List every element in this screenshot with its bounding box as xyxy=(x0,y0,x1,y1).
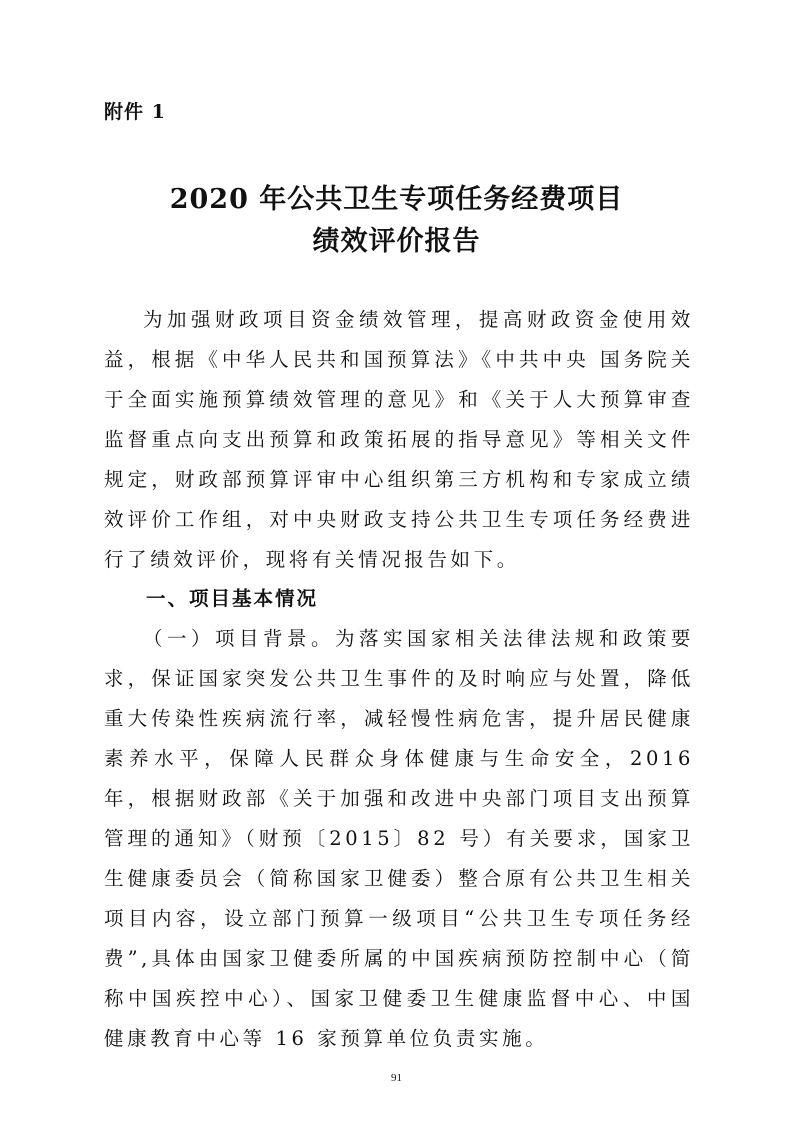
intro-paragraph-block xyxy=(104,300,694,580)
background-paragraph: （一）项目背景。为落实国家相关法律法规和政策要求，保证国家突发公共卫生事件的及时响应与处置，降低重大传染性疾病流行率，减轻慢性病危害，提升居民健康素养水平，保障人民群众身体健康与生命安全，2016 年，根据财政部《关于加强和改进中央部门项目支出预算管理的通知》（财预〔2015〕82 号）有关要求，国家卫生健康委员会（简称国家卫健委）整合原有公共卫生相关项目内容，设立部门预算一级项目“公共卫生专项任务经费”,具体由国家卫健委所属的中国疾病预防控制中心（简称中国疾控中心）、国家卫健委卫生健康监督中心、中国健康教育中心等 16 家预算单位负责实施。 xyxy=(104,627,694,1050)
background-paragraph-block xyxy=(104,619,694,1059)
page-number: 91 xyxy=(391,1072,402,1084)
intro-paragraph: 为加强财政项目资金绩效管理，提高财政资金使用效益，根据《中华人民共和国预算法》《中共中央 国务院关于全面实施预算绩效管理的意见》和《关于人大预算审查监督重点向支出预算和政策拓展的指导意见》等相关文件规定，财政部预算评审中心组织第三方机构和专家成立绩效评价工作组，对中央财政支持公共卫生专项任务经费进行了绩效评价，现将有关情况报告如下。 xyxy=(104,308,694,571)
attachment-label: 附件 1 xyxy=(104,101,166,123)
section-heading: 一、项目基本情况 xyxy=(146,587,319,610)
report-title-line2: 绩效评价报告 xyxy=(312,226,481,257)
report-title-line1: 2020 年公共卫生专项任务经费项目 xyxy=(169,184,624,215)
